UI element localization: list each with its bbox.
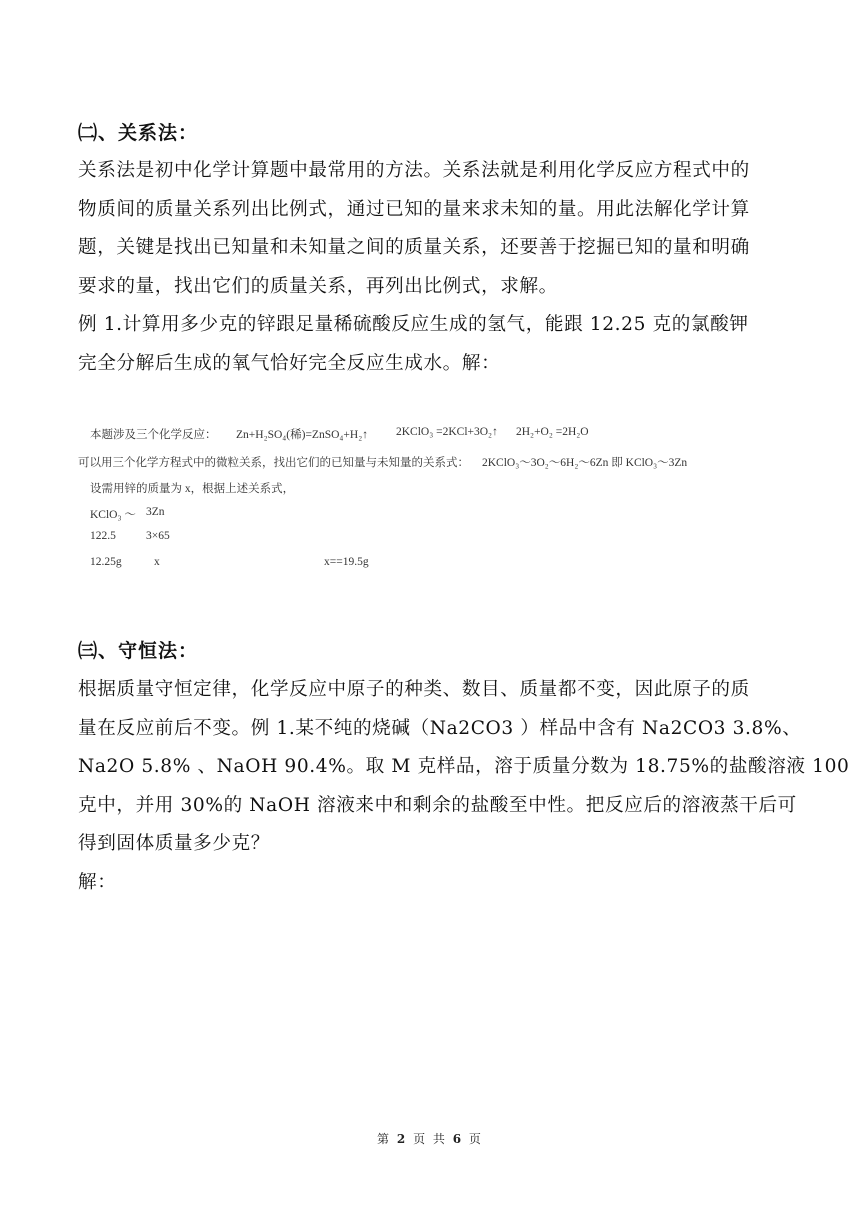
given-right: x bbox=[154, 556, 160, 568]
body-line: 完全分解后生成的氧气恰好完全反应生成水。解： bbox=[78, 352, 501, 374]
solution-intro: 本题涉及三个化学反应： bbox=[90, 429, 217, 441]
relation-formula: 2KClO₃～3O₂～6H₂～6Zn 即 KClO₃～3Zn bbox=[482, 457, 688, 469]
current-page-number: 2 bbox=[396, 1132, 408, 1146]
body-line: 例 1.计算用多少克的锌跟足量稀硫酸反应生成的氢气，能跟 12.25 克的氯酸钾 bbox=[78, 314, 749, 335]
footer-prefix: 第 bbox=[377, 1132, 392, 1146]
answer: x==19.5g bbox=[324, 556, 369, 568]
equation-1: Zn+H₂SO₄(稀)=ZnSO₄+H₂↑ bbox=[236, 429, 368, 441]
ratio-left: KClO₃ ～ bbox=[90, 509, 136, 521]
body-line: 得到固体质量多少克？ bbox=[78, 833, 270, 854]
solution-image bbox=[78, 420, 718, 580]
section-2-heading: ㈡、关系法： bbox=[78, 122, 199, 144]
section-3-body bbox=[78, 671, 850, 902]
section-2-body bbox=[78, 152, 786, 383]
body-line: 物质间的质量关系列出比例式，通过已知的量来求未知的量。用此法解化学计算 bbox=[78, 198, 750, 220]
body-line: Na2O 5.8% 、NaOH 90.4%。取 M 克样品，溶于质量分数为 18.75%的盐酸溶液 100 bbox=[78, 756, 850, 777]
equation-3: 2H₂+O₂ =2H₂O bbox=[516, 426, 589, 438]
ratio-right: 3Zn bbox=[146, 506, 165, 518]
mass-right: 3×65 bbox=[146, 530, 170, 542]
page-footer bbox=[0, 1130, 860, 1147]
assumption-line: 设需用锌的质量为 x，根据上述关系式， bbox=[90, 483, 295, 495]
body-line: 题，关键是找出已知量和未知量之间的质量关系，还要善于挖掘已知的量和明确 bbox=[78, 237, 750, 258]
equation-2: 2KClO₃ =2KCl+3O₂↑ bbox=[396, 426, 498, 438]
given-left: 12.25g bbox=[90, 556, 122, 568]
relation-text: 可以用三个化学方程式中的微粒关系，找出它们的已知量与未知量的关系式： bbox=[78, 457, 469, 469]
body-line: 解： bbox=[78, 871, 117, 893]
mass-left: 122.5 bbox=[90, 530, 116, 542]
body-line: 关系法是初中化学计算题中最常用的方法。关系法就是利用化学反应方程式中的 bbox=[78, 160, 750, 181]
footer-mid: 页 共 bbox=[413, 1132, 447, 1146]
body-line: 量在反应前后不变。例 1.某不纯的烧碱（Na2CO3 ）样品中含有 Na2CO3 3.8%、 bbox=[78, 717, 802, 739]
footer-suffix: 页 bbox=[468, 1132, 483, 1146]
body-line: 根据质量守恒定律，化学反应中原子的种类、数目、质量都不变，因此原子的质 bbox=[78, 679, 750, 700]
total-page-number: 6 bbox=[452, 1132, 464, 1146]
body-line: 克中，并用 30%的 NaOH 溶液来中和剩余的盐酸至中性。把反应后的溶液蒸干后可 bbox=[78, 794, 797, 816]
body-line: 要求的量，找出它们的质量关系，再列出比例式，求解。 bbox=[78, 275, 558, 297]
section-3-heading: ㈢、守恒法： bbox=[78, 640, 199, 662]
